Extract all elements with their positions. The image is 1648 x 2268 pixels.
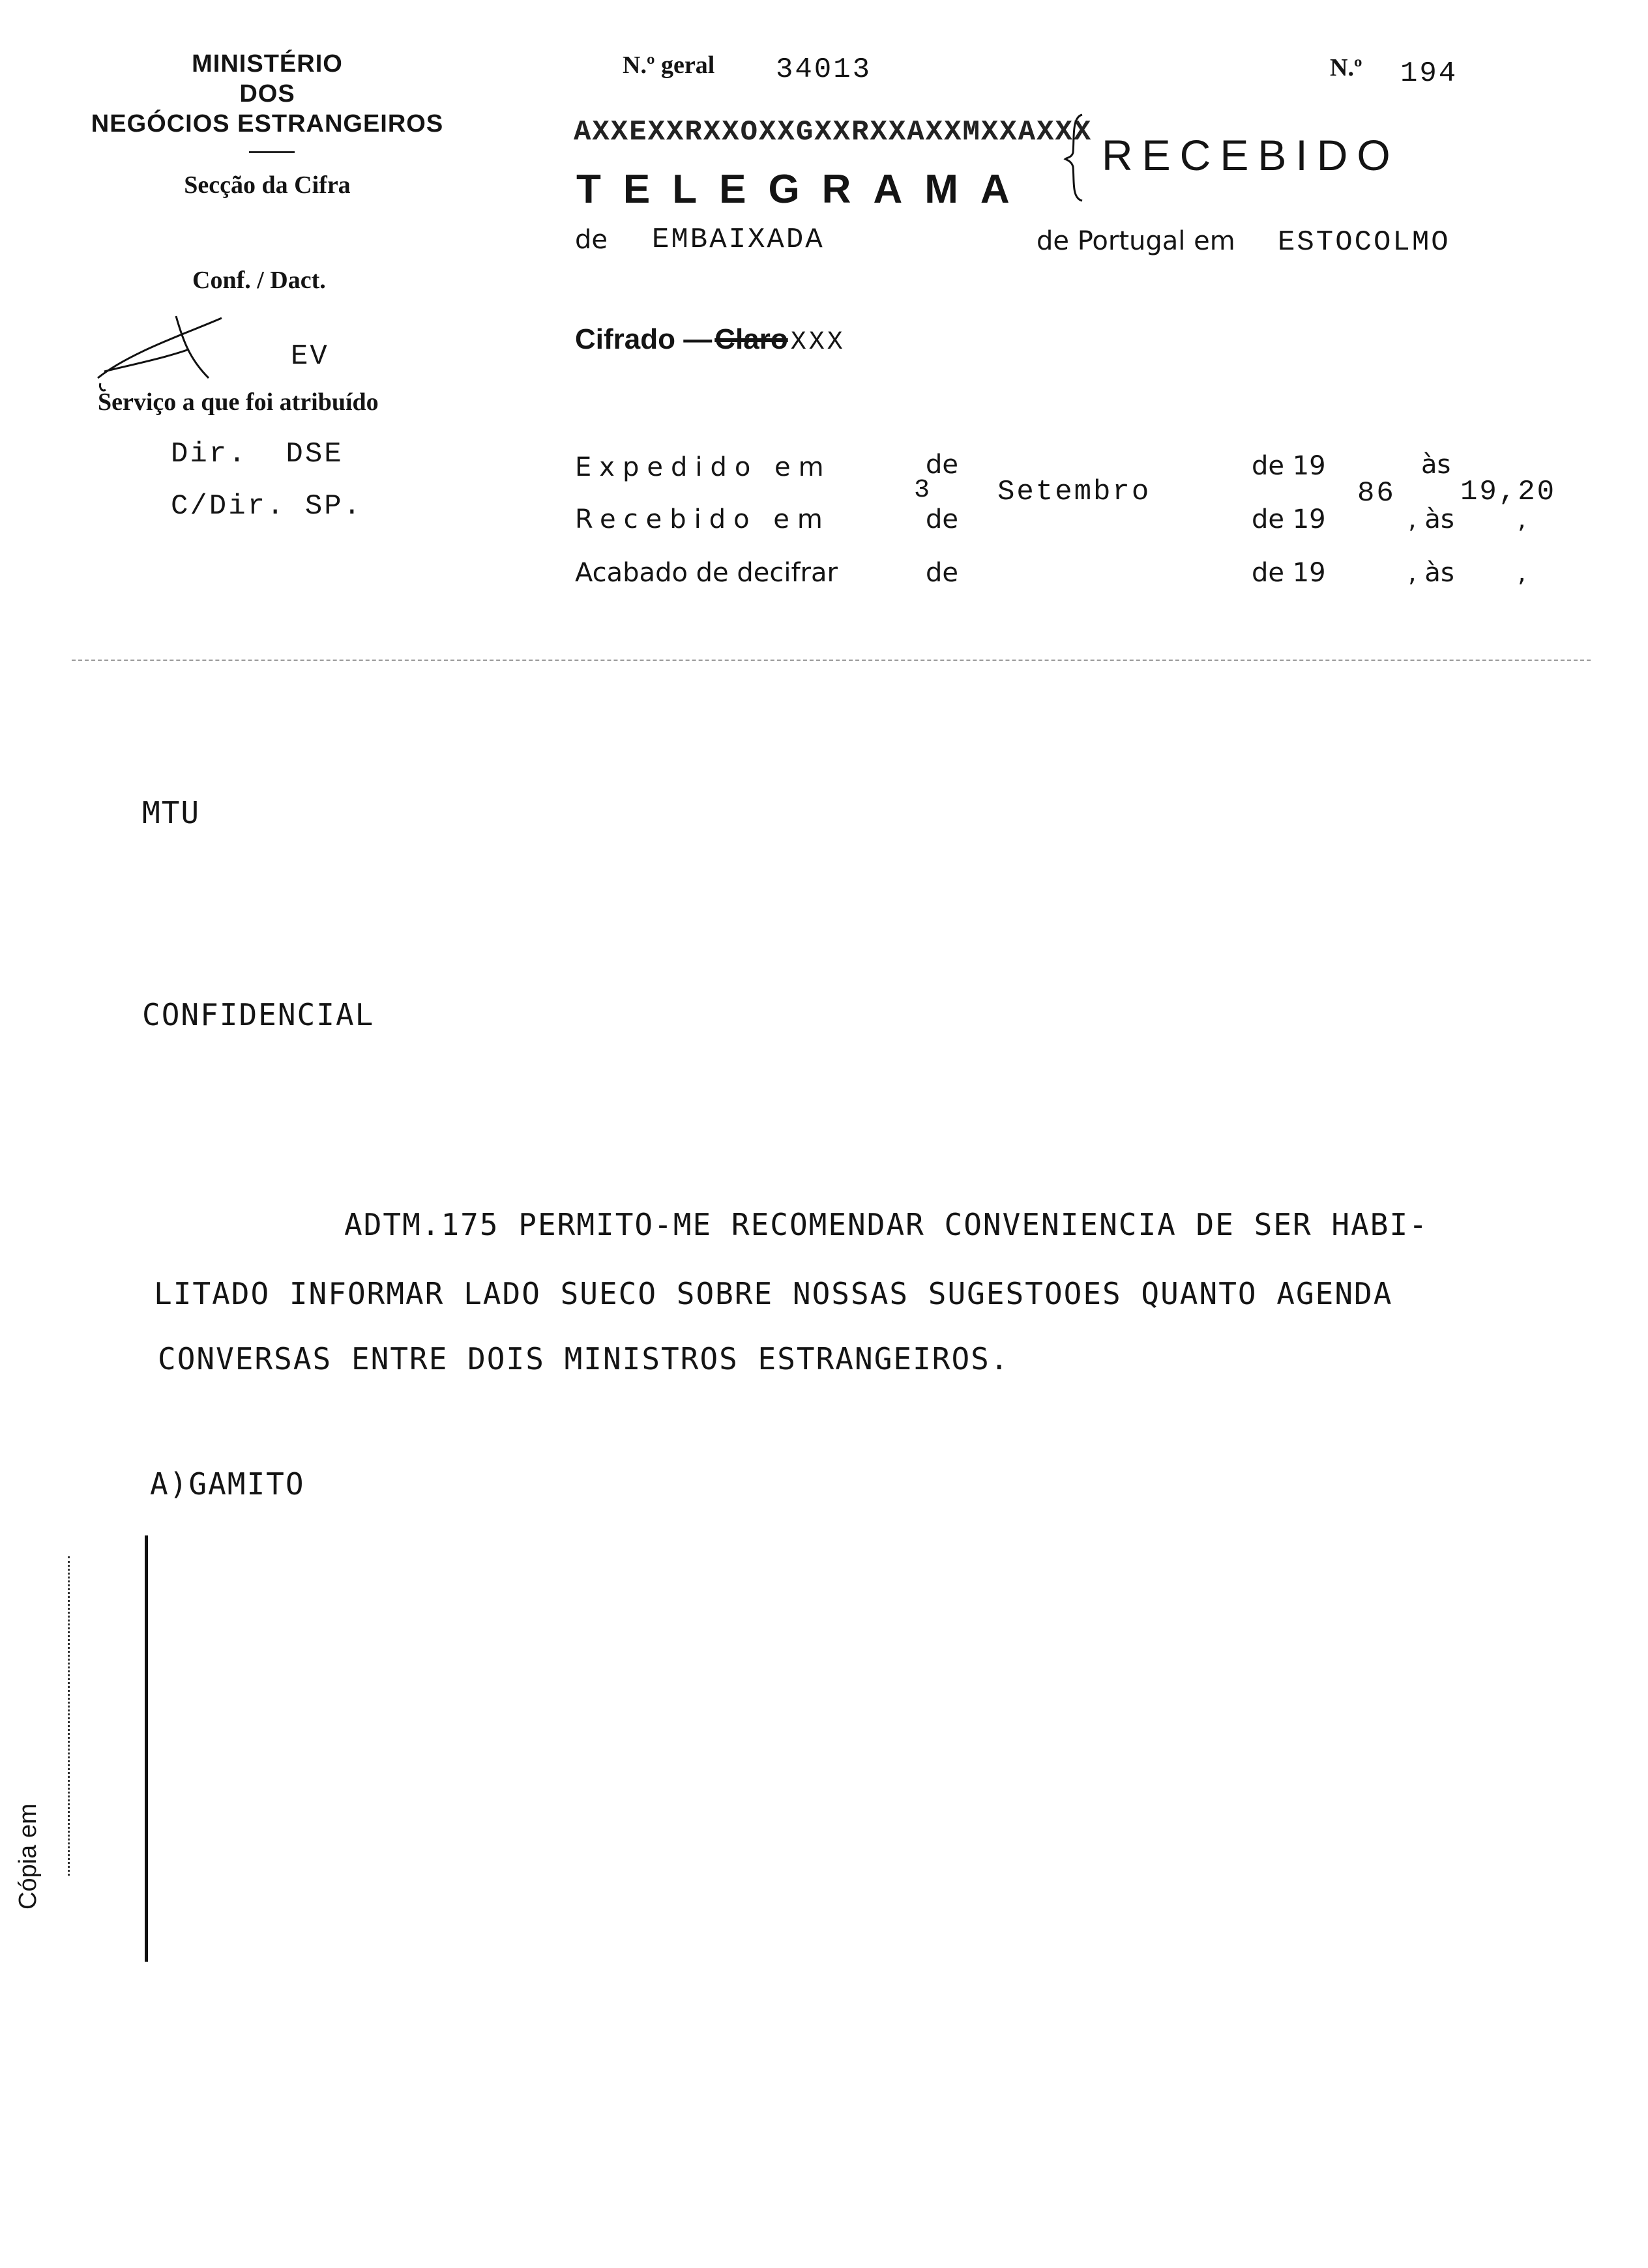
classification: CONFIDENCIAL: [142, 997, 375, 1032]
ministry-line-3: NEGÓCIOS ESTRANGEIROS: [91, 110, 444, 138]
conf-initials: EV: [291, 340, 329, 373]
copy-margin-rule: [145, 1535, 148, 1962]
cifrado-x-marks: XXX: [790, 328, 846, 357]
dispatch-year-label-deciphered: de 19: [1252, 558, 1326, 588]
cifrado-label: Cifrado —: [575, 323, 713, 355]
dispatch-label-sent: Expedido em: [575, 452, 832, 482]
routing-code: MTU: [142, 795, 201, 830]
service-label: Serviço a que foi atribuído: [98, 388, 379, 416]
dispatch-time-deciphered: ,: [1518, 558, 1526, 588]
brace-mark: [1063, 112, 1089, 203]
aerograma-overtyped-text: AXXEXXRXXOXXGXXRXXAXXMXXAXXX: [574, 116, 1093, 149]
service-line-2: C/Dir. SP.: [171, 490, 363, 523]
portugal-value: ESTOCOLMO: [1278, 226, 1450, 259]
ministry-title: [52, 49, 482, 139]
dispatch-at-received: , às: [1408, 504, 1454, 534]
ministry-line-2: DOS: [239, 80, 295, 108]
signature: A)GAMITO: [150, 1466, 305, 1502]
telegrama-title: TELEGRAMA: [576, 167, 1032, 212]
handwritten-check-mark: [91, 306, 248, 398]
cifrado-line: [575, 323, 846, 357]
message-line-3: CONVERSAS ENTRE DOIS MINISTROS ESTRANGEIROS.: [158, 1341, 1010, 1376]
dispatch-year-value-sent: 86: [1357, 477, 1396, 510]
copy-field-dotted-line: [68, 1556, 70, 1876]
general-number-label: N.º geral: [623, 51, 715, 79]
from-label: de: [575, 225, 608, 255]
copy-label: Cópia em: [14, 1803, 42, 1910]
dispatch-de-deciphered: de: [926, 558, 958, 588]
recebido-stamp: RECEBIDO: [1102, 131, 1400, 179]
section-name: Secção da Cifra: [184, 171, 351, 199]
dispatch-de-received: de: [926, 504, 958, 534]
message-line-2: LITADO INFORMAR LADO SUECO SOBRE NOSSAS SUGESTOOES QUANTO AGENDA: [154, 1276, 1393, 1311]
number-label: N.º: [1330, 54, 1362, 81]
header-separator: [72, 660, 1591, 661]
ministry-line-1: MINISTÉRIO: [192, 50, 343, 78]
from-value: EMBAIXADA: [652, 224, 825, 256]
dispatch-label-received: Recebido em: [575, 504, 831, 534]
dispatch-at-sent: às: [1421, 450, 1451, 480]
service-line-1: Dir. DSE: [171, 438, 344, 471]
dispatch-month-sent: Setembro: [997, 476, 1151, 508]
message-line-1: ADTM.175 PERMITO-ME RECOMENDAR CONVENIENCIA DE SER HABI-: [344, 1207, 1428, 1242]
dispatch-de-sent: de: [926, 450, 958, 480]
section-divider: [249, 151, 295, 153]
general-number-value: 34013: [776, 53, 872, 86]
dispatch-time-received: ,: [1518, 504, 1526, 534]
dispatch-year-label-sent: de 19: [1252, 451, 1326, 481]
dispatch-day-sent: 3: [914, 476, 932, 505]
portugal-label: de Portugal em: [1037, 226, 1235, 256]
dispatch-at-deciphered: , às: [1408, 558, 1454, 588]
cifrado-struck-word: Claro: [714, 323, 788, 355]
dispatch-time-sent: 19,20: [1460, 476, 1557, 508]
aerograma-struck-out: [574, 116, 1092, 149]
conf-label: Conf. / Dact.: [192, 267, 326, 294]
dispatch-year-label-received: de 19: [1252, 504, 1326, 534]
dispatch-label-deciphered: Acabado de decifrar: [575, 558, 838, 588]
number-value: 194: [1400, 57, 1458, 90]
